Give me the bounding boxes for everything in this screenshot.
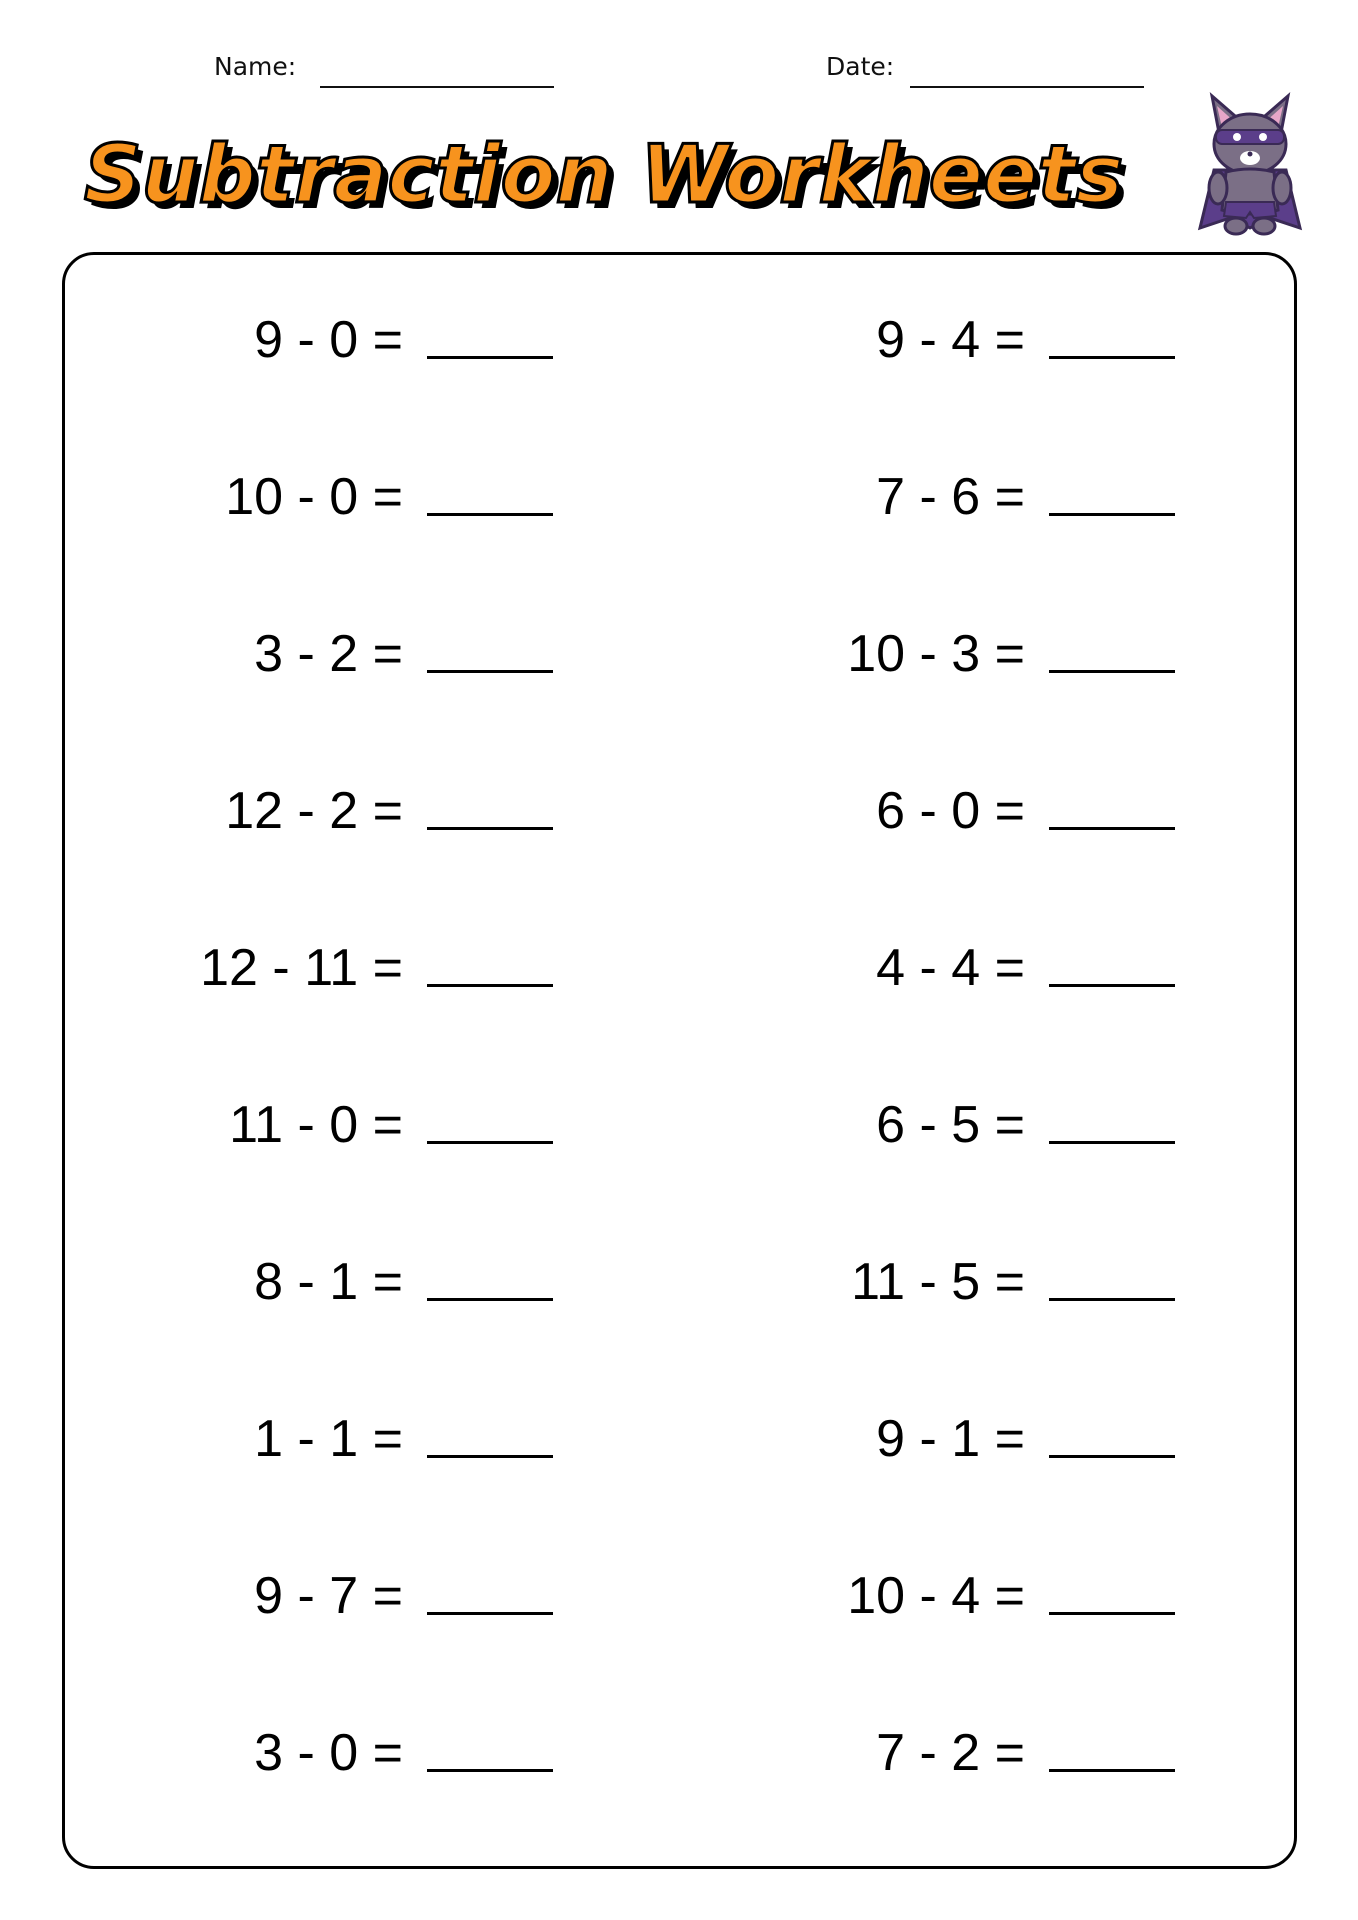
- date-blank[interactable]: [910, 86, 1144, 88]
- problem-expression: 4 - 4 =: [876, 939, 1025, 997]
- problem-expression: 6 - 0 =: [876, 782, 1025, 840]
- problem-left-5: [150, 928, 553, 1008]
- answer-blank[interactable]: [427, 1455, 553, 1458]
- problem-expression: 6 - 5 =: [876, 1096, 1025, 1154]
- answer-blank[interactable]: [1049, 1612, 1175, 1615]
- problem-right-7: [700, 1242, 1175, 1322]
- answer-blank[interactable]: [427, 1298, 553, 1301]
- problem-expression: 11 - 5 =: [851, 1253, 1025, 1311]
- problem-left-7: [150, 1242, 553, 1322]
- answer-blank[interactable]: [427, 513, 553, 516]
- answer-blank[interactable]: [1049, 1769, 1175, 1772]
- problem-expression: 11 - 0 =: [229, 1096, 403, 1154]
- problem-right-9: [700, 1556, 1175, 1636]
- problem-left-8: [150, 1399, 553, 1479]
- problem-right-1: [700, 300, 1175, 380]
- problem-expression: 7 - 2 =: [876, 1724, 1025, 1782]
- problem-left-9: [150, 1556, 553, 1636]
- problem-expression: 3 - 0 =: [254, 1724, 403, 1782]
- problem-expression: 12 - 11 =: [200, 939, 403, 997]
- problem-expression: 9 - 7 =: [254, 1567, 403, 1625]
- answer-blank[interactable]: [427, 1769, 553, 1772]
- answer-blank[interactable]: [1049, 984, 1175, 987]
- answer-blank[interactable]: [1049, 827, 1175, 830]
- problem-left-2: [150, 457, 553, 537]
- problem-right-4: [700, 771, 1175, 851]
- problem-expression: 9 - 4 =: [876, 311, 1025, 369]
- worksheet-title: Subtraction Workheets: [84, 128, 1124, 221]
- answer-blank[interactable]: [427, 1141, 553, 1144]
- problem-right-2: [700, 457, 1175, 537]
- problem-expression: 9 - 1 =: [876, 1410, 1025, 1468]
- problem-expression: 9 - 0 =: [254, 311, 403, 369]
- problem-left-10: [150, 1713, 553, 1793]
- name-label: Name:: [214, 52, 297, 81]
- problem-expression: 12 - 2 =: [225, 782, 403, 840]
- name-blank[interactable]: [320, 86, 554, 88]
- problem-expression: 10 - 0 =: [225, 468, 403, 526]
- problem-right-8: [700, 1399, 1175, 1479]
- problem-right-3: [700, 614, 1175, 694]
- problem-expression: 7 - 6 =: [876, 468, 1025, 526]
- answer-blank[interactable]: [427, 827, 553, 830]
- date-label: Date:: [826, 52, 895, 81]
- answer-blank[interactable]: [1049, 1141, 1175, 1144]
- problem-left-3: [150, 614, 553, 694]
- answer-blank[interactable]: [1049, 1455, 1175, 1458]
- answer-blank[interactable]: [427, 356, 553, 359]
- worksheet-header: [0, 52, 1358, 92]
- answer-blank[interactable]: [427, 1612, 553, 1615]
- answer-blank[interactable]: [1049, 356, 1175, 359]
- problem-expression: 8 - 1 =: [254, 1253, 403, 1311]
- answer-blank[interactable]: [1049, 670, 1175, 673]
- problem-expression: 3 - 2 =: [254, 625, 403, 683]
- problem-right-6: [700, 1085, 1175, 1165]
- problem-left-1: [150, 300, 553, 380]
- answer-blank[interactable]: [427, 670, 553, 673]
- answer-blank[interactable]: [1049, 1298, 1175, 1301]
- problem-expression: 1 - 1 =: [254, 1410, 403, 1468]
- problem-left-4: [150, 771, 553, 851]
- problem-right-5: [700, 928, 1175, 1008]
- problem-expression: 10 - 4 =: [847, 1567, 1025, 1625]
- problem-left-6: [150, 1085, 553, 1165]
- cat-superhero-icon: [1190, 78, 1310, 238]
- problem-expression: 10 - 3 =: [847, 625, 1025, 683]
- problem-right-10: [700, 1713, 1175, 1793]
- answer-blank[interactable]: [427, 984, 553, 987]
- answer-blank[interactable]: [1049, 513, 1175, 516]
